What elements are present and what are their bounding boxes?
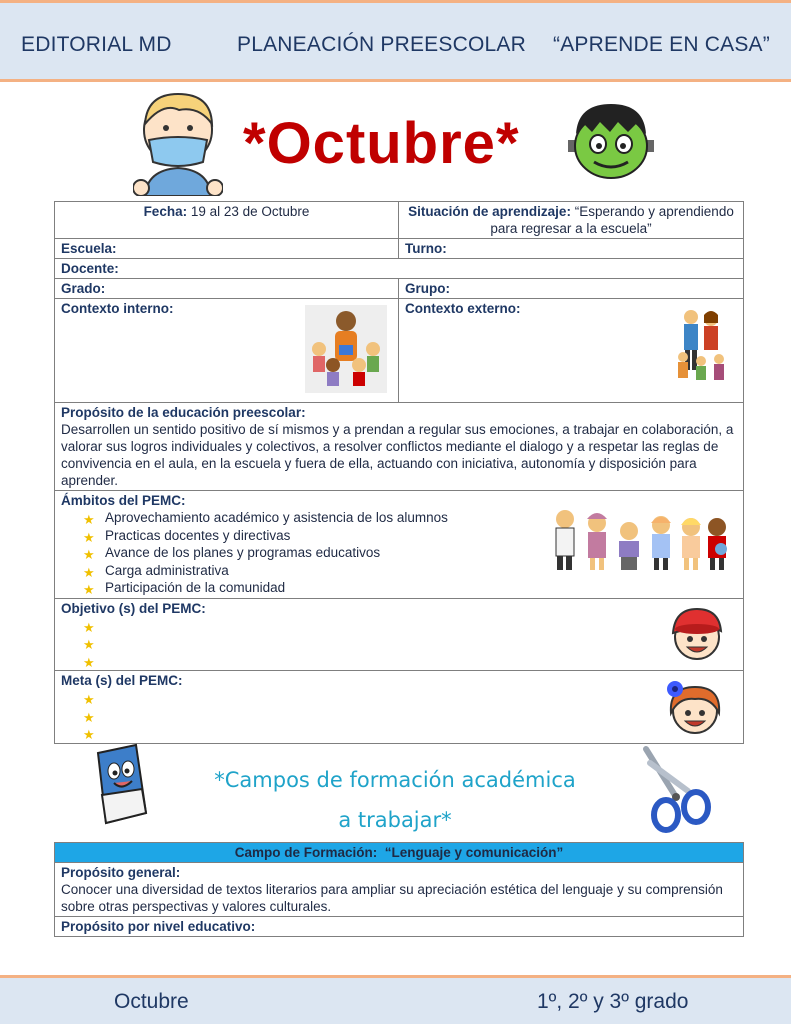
meta-label: Meta (s) del PEMC: [61, 673, 183, 688]
star-bullet-icon: ★ [83, 582, 95, 597]
star-bullet-icon: ★ [83, 654, 95, 670]
list-item[interactable] [83, 652, 737, 670]
situacion-value: “Esperando y aprendiendo para regresar a la escuela” [490, 204, 734, 236]
page-title: *Octubre* [243, 111, 520, 176]
boy-cap-illustration [665, 605, 729, 661]
star-bullet-icon: ★ [83, 564, 95, 580]
list-item[interactable] [83, 707, 737, 725]
ambito-text: Aprovechamiento académico y asistencia de los alumnos [105, 510, 448, 525]
fecha-value: 19 al 23 de Octubre [190, 204, 310, 219]
campo-formacion-value: “Lenguaje y comunicación” [384, 845, 564, 860]
docente-field[interactable]: Docente: [55, 259, 744, 279]
campos-heading-line2: a trabajar* [338, 808, 452, 832]
header-publisher: EDITORIAL MD [21, 33, 172, 56]
star-bullet-icon: ★ [83, 512, 95, 527]
campo-formacion-bar [55, 843, 744, 863]
students-group-illustration [551, 497, 729, 577]
frankenstein-illustration [566, 102, 656, 180]
turno-field[interactable]: Turno: [399, 239, 744, 259]
ambito-text: Avance de los planes y programas educativos [105, 545, 381, 560]
campos-heading [190, 760, 600, 840]
campo-formacion-table [54, 842, 744, 937]
ambito-text: Participación de la comunidad [105, 580, 286, 595]
objetivo-label: Objetivo (s) del PEMC: [61, 600, 206, 616]
page-footer [0, 975, 791, 1024]
scissors-illustration [636, 745, 712, 837]
footer-month: Octubre [114, 990, 189, 1013]
fecha-cell [55, 202, 399, 239]
header-document-type: PLANEACIÓN PREESCOLAR [237, 33, 526, 56]
header-program: “APRENDE EN CASA” [553, 33, 770, 56]
proposito-general-label: Propósito general: [61, 865, 181, 880]
star-bullet-icon: ★ [83, 529, 95, 545]
planning-table [54, 201, 744, 744]
fecha-label: Fecha: [143, 204, 188, 219]
star-bullet-icon: ★ [83, 619, 95, 635]
list-item[interactable] [83, 724, 737, 742]
contexto-interno-cell[interactable] [55, 299, 399, 403]
meta-cell[interactable] [55, 671, 744, 744]
situacion-label: Situación de aprendizaje: [408, 204, 571, 219]
star-bullet-icon: ★ [83, 637, 95, 652]
situacion-cell [399, 202, 744, 239]
list-item [83, 579, 737, 597]
escuela-field[interactable]: Escuela: [55, 239, 399, 259]
proposito-general-cell [55, 863, 744, 917]
list-item[interactable] [83, 689, 737, 707]
page-header [0, 0, 791, 82]
list-item[interactable] [83, 617, 737, 635]
girl-flower-illustration [661, 679, 729, 735]
proposito-preescolar-text: Desarrollen un sentido positivo de sí mismos y a prendan a regular sus emociones, a trabajar en colaboración, a valorar sus logros individuales y colectivos, a resolver conflictos mediante el dialogo y a respetar las reglas de convivencia en el aula, en la escuela y fuera de ella, actuando con iniciativa, autonomía y disposición para aprender. [61, 422, 734, 488]
campos-heading-line1: *Campos de formación académica [214, 768, 576, 792]
ambitos-cell [55, 491, 744, 599]
proposito-general-text: Conocer una diversidad de textos literarios para ampliar su apreciación estética del lenguaje y su comprensión sobre otras perspectivas y valores culturales. [61, 882, 723, 914]
objetivo-list [61, 617, 737, 670]
masked-boy-illustration [133, 88, 223, 196]
star-bullet-icon: ★ [83, 692, 95, 707]
objetivo-cell[interactable] [55, 598, 744, 671]
proposito-preescolar-label: Propósito de la educación preescolar: [61, 405, 306, 420]
ambito-text: Carga administrativa [105, 562, 229, 578]
eraser-illustration [92, 743, 150, 829]
family-illustration [675, 307, 727, 387]
grado-field[interactable]: Grado: [55, 279, 399, 299]
star-bullet-icon: ★ [83, 727, 95, 742]
grupo-field[interactable]: Grupo: [399, 279, 744, 299]
star-bullet-icon: ★ [83, 547, 95, 562]
contexto-externo-cell[interactable] [399, 299, 744, 403]
contexto-interno-label: Contexto interno: [61, 301, 174, 316]
proposito-preescolar-cell [55, 403, 744, 491]
contexto-externo-label: Contexto externo: [405, 301, 521, 316]
campo-formacion-label: Campo de Formación: [234, 845, 378, 860]
proposito-nivel-field[interactable]: Propósito por nivel educativo: [55, 917, 744, 937]
meta-list [61, 689, 737, 742]
footer-grades: 1º, 2º y 3º grado [537, 990, 689, 1013]
teacher-reading-illustration [305, 305, 387, 393]
ambitos-label: Ámbitos del PEMC: [61, 493, 186, 508]
ambito-text: Practicas docentes y directivas [105, 527, 291, 543]
list-item[interactable] [83, 634, 737, 652]
star-bullet-icon: ★ [83, 709, 95, 725]
